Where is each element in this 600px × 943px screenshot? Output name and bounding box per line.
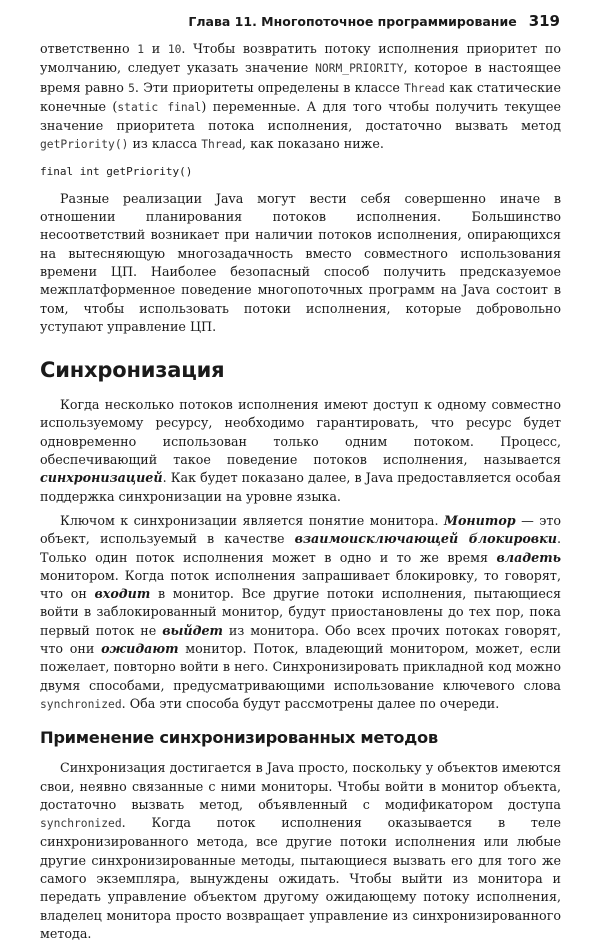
inline-code: 5 — [128, 81, 135, 95]
text-run: монитором. Когда поток исполнения запрашивает блокировку, то говорят, что он — [40, 567, 561, 602]
text-run: . Чтобы возвратить потоку исполнения приоритет по умолчанию, следует указать значение — [40, 41, 561, 76]
text-run: из класса — [128, 136, 202, 152]
inline-code: synchronized — [40, 817, 122, 831]
paragraph-sync-intro — [40, 396, 561, 506]
text-run: . Эти приоритеты определены в классе — [134, 79, 405, 95]
inline-code: Thread — [404, 81, 445, 95]
term-emphasis: входит — [94, 586, 151, 602]
term-emphasis: Монитор — [443, 512, 516, 528]
inline-code: 10 — [167, 43, 182, 56]
inline-code: getPriority() — [40, 138, 129, 152]
chapter-title: Глава 11. Многопоточное программирование — [188, 14, 517, 29]
term-emphasis: владеть — [496, 549, 561, 565]
text-run: Когда несколько потоков исполнения имеют доступ к одному совместно используемому ресурсу, необходимо гарантировать, что ресурс будет одновременно использован только одним потоком. Процесс, обеспечивающий такое поведение потоков исполнения, называется — [40, 397, 561, 468]
text-run: . Когда поток исполнения оказывается в теле синхронизированного метода, все другие потоки исполнения или любые другие синхронизированные методы, пытающиеся вызвать его для того же самого экземпляра, вынуждены ожидать. Чтобы выйти из монитора и передать управление объектом другому ожидающему потоку исполнения, владелец монитора просто возвращает управление из синхронизированного метода. — [40, 815, 561, 941]
page-number: 319 — [528, 12, 560, 30]
text-run: . Оба эти способа будут рассмотрены далее по очереди. — [121, 695, 500, 711]
text-run: как статические конечные ( — [40, 79, 561, 114]
section-heading-synchronization: Синхронизация — [40, 358, 225, 383]
inline-code: synchronized — [40, 697, 122, 711]
code-sample: final int getPriority() — [40, 164, 193, 178]
text-run: в монитор. Все другие потоки исполнения, пытающиеся войти в заблокированный монитор, будут приостановлены до тех пор, пока первый поток не — [40, 586, 561, 638]
text-run: . Как будет показано далее, в Java предоставляется особая поддержка синхронизации на уровне языка. — [40, 470, 561, 504]
text-run: Ключом к синхронизации является понятие монитора. — [60, 512, 444, 528]
section-heading-synchronized-methods: Применение синхронизированных методов — [40, 728, 438, 748]
inline-code: NORM_PRIORITY — [315, 62, 404, 76]
running-header — [0, 12, 560, 30]
paragraph-synchronized-methods — [40, 759, 561, 943]
term-emphasis: выйдет — [162, 622, 223, 638]
text-run: . Только один поток исполнения может в одно и то же время — [40, 531, 561, 565]
text-run: Синхронизация достигается в Java просто, поскольку у объектов имеются свои, неявно связанные с ними мониторы. Чтобы войти в монитор объекта, достаточно вызвать метод, объявленный с модификатором доступа — [40, 760, 561, 812]
inline-code: Thread — [201, 138, 243, 152]
paragraph-priority — [40, 40, 561, 155]
inline-code: 1 — [137, 43, 145, 56]
inline-code: static final — [117, 100, 202, 114]
term-emphasis: ожидают — [101, 641, 179, 657]
text-run: — это объект, используемый в качестве — [40, 512, 561, 547]
text-run: из монитора. Обо всех прочих потоках говорят, что они — [40, 622, 562, 657]
text-run: ) переменные. А для того чтобы получить текущее значение приоритета потока исполнения, достаточно вызвать метод — [40, 98, 561, 134]
term-emphasis: взаимоисключающей блокировки — [294, 531, 557, 547]
paragraph-monitor — [40, 512, 561, 714]
page-body — [40, 40, 561, 943]
term-emphasis: синхронизацией — [40, 470, 163, 486]
text-run: монитор. Поток, владеющий монитором, может, если пожелает, повторно войти в него. Синхронизировать прикладной код можно двумя способами, предусматривающими использование ключевого слова — [40, 641, 561, 693]
text-run: , как показано ниже. — [242, 136, 384, 152]
paragraph-java-implementations: Разные реализации Java могут вести себя совершенно иначе в отношении планирования потоков исполнения. Большинство несоответствий возникает при наличии потоков исполнения, опирающихся на вытесняющую многозадачность вместо совместного использования времени ЦП. Наиболее безопасный способ получить предсказуемое межплатформенное поведение многопоточных программ на Java состоит в том, чтобы использовать потоки исполнения, которые добровольно уступают управление ЦП. — [40, 190, 561, 334]
text-run: ответственно — [40, 41, 138, 56]
text-run: и — [144, 41, 168, 56]
text-run: , которое в настоящее время равно — [40, 60, 561, 95]
